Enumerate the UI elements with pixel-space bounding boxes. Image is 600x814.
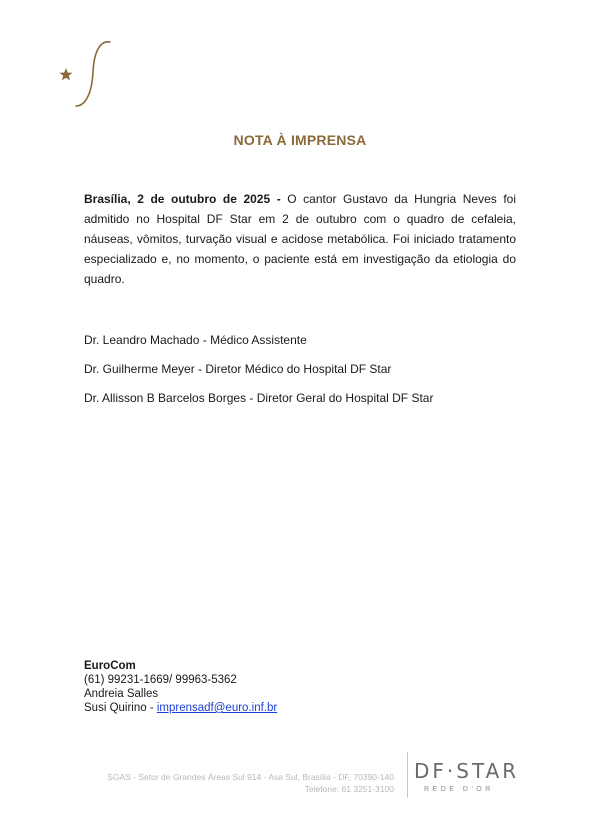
footer-address-block <box>84 771 394 795</box>
footer-address: SGAS - Setor de Grandes Áreas Sul 914 - Asa Sul, Brasília - DF, 70390-140 <box>107 772 394 782</box>
star-integral-logo-icon <box>56 38 116 110</box>
footer-divider <box>407 752 408 798</box>
signature-line: Dr. Allisson B Barcelos Borges - Diretor Geral do Hospital DF Star <box>84 391 434 405</box>
contact-person-email-line <box>84 701 277 715</box>
body-lead: Brasília, 2 de outubro de 2025 - <box>84 192 281 206</box>
footer-phone: Telefone: 61 3251-3100 <box>304 784 394 794</box>
body-text: O cantor Gustavo da Hungria Neves foi admitido no Hospital DF Star em 2 de outubro com o quadro de cefaleia, náuseas, vômitos, turvação visual e acidose metabólica. Foi iniciado tratamento especializado e, no momento, o paciente está em investigação da etiologia do quadro. <box>84 192 516 286</box>
contact-org: EuroCom <box>84 660 136 672</box>
df-star-brand-logo <box>414 760 524 793</box>
signature-line: Dr. Guilherme Meyer - Diretor Médico do Hospital DF Star <box>84 362 392 376</box>
contact-phones: (61) 99231-1669/ 99963-5362 <box>84 674 237 686</box>
contact-person: Andreia Salles <box>84 688 159 700</box>
document-title: NOTA À IMPRENSA <box>233 132 367 148</box>
signatures-block <box>84 332 433 419</box>
press-release-body <box>84 189 516 289</box>
signature-line: Dr. Leandro Machado - Médico Assistente <box>84 333 307 347</box>
press-contact-block <box>84 659 277 715</box>
brand-name: DF·STAR <box>414 759 520 783</box>
contact-person: Susi Quirino - <box>84 702 157 714</box>
brand-subtitle: REDE D'OR <box>424 786 494 793</box>
contact-email-link[interactable]: imprensadf@euro.inf.br <box>156 702 278 714</box>
